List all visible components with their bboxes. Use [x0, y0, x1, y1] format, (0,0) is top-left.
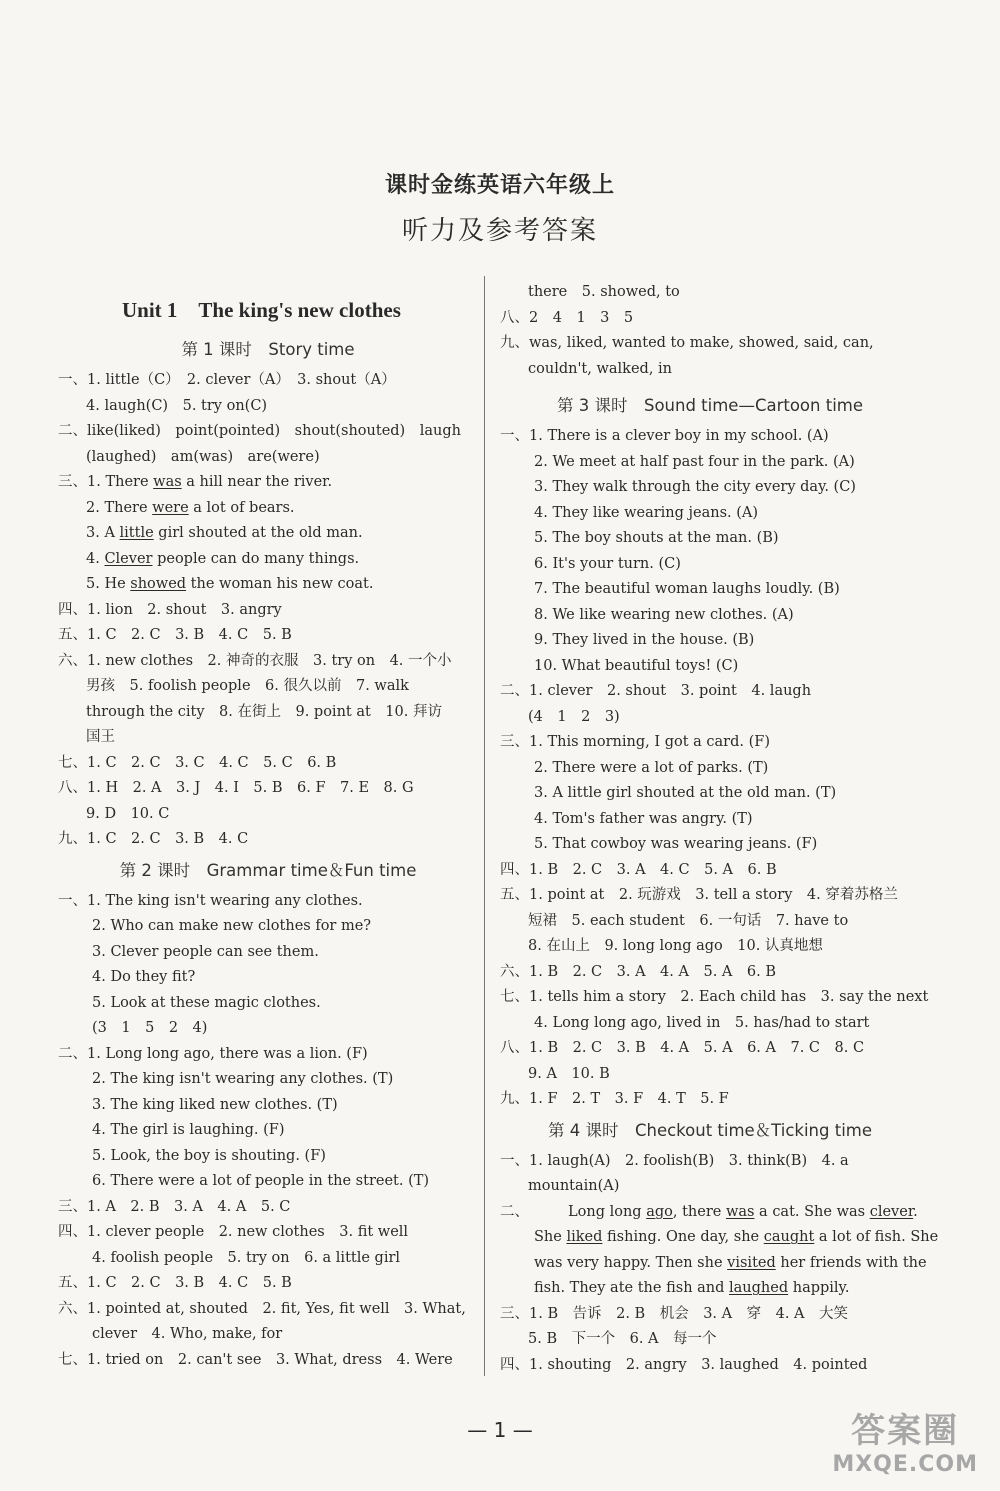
answer-line: 3. A little girl shouted at the old man. (T)	[534, 785, 837, 801]
lesson-3-heading: 第 3 课时 Sound time—Cartoon time	[556, 396, 864, 415]
answer-line: 八、1. H 2. A 3. J 4. I 5. B 6. F 7. E 8. G	[58, 780, 414, 796]
answer-line: 5. B 下一个 6. A 每一个	[528, 1331, 717, 1347]
underlined-word: Clever	[104, 550, 153, 567]
answer-line: 五、1. point at 2. 玩游戏 3. tell a story 4. 穿着苏格兰	[500, 887, 898, 903]
left-column	[58, 280, 478, 1373]
section-label: 二、	[500, 1203, 529, 1220]
answer-line: 男孩 5. foolish people 6. 很久以前 7. walk	[86, 678, 409, 694]
answer-line: 三、1. B 告诉 2. B 机会 3. A 穿 4. A 大笑	[500, 1305, 849, 1322]
page-number: — 1 —	[467, 1418, 533, 1442]
answer-line: 6. There were a lot of people in the street. (T)	[92, 1173, 430, 1189]
lesson-4-heading: 第 4 课时 Checkout time＆Ticking time	[547, 1120, 873, 1140]
answer-line: 二、 Long long ago, there was a cat. She was clever.	[500, 1200, 920, 1226]
answer-line: 九、1. F 2. T 3. F 4. T 5. F	[500, 1091, 729, 1107]
underlined-word: visited	[727, 1254, 776, 1271]
answer-line: fish. They ate the fish and laughed happily.	[534, 1280, 850, 1296]
answer-line: 8. We like wearing new clothes. (A)	[534, 606, 794, 623]
watermark-url: MXQE.COM	[832, 1452, 978, 1477]
underlined-word: little	[119, 525, 154, 541]
underlined-word: was	[725, 1203, 755, 1220]
answer-line: 5. Look, the boy is shouting. (F)	[92, 1147, 326, 1164]
answer-line: 9. D 10. C	[86, 805, 170, 822]
underlined-word: caught	[763, 1229, 815, 1245]
answer-line: 八、1. B 2. C 3. B 4. A 5. A 6. A 7. C 8. C	[500, 1040, 865, 1056]
answer-line: 短裙 5. each student 6. 一句话 7. have to	[528, 912, 849, 929]
answer-line: 六、1. B 2. C 3. A 4. A 5. A 6. B	[500, 963, 776, 980]
underlined-word: were	[152, 499, 189, 516]
answer-line: 2. There were a lot of bears.	[86, 499, 295, 516]
answer-line: 2. There were a lot of parks. (T)	[534, 759, 769, 776]
answer-line: 五、1. C 2. C 3. B 4. C 5. B	[58, 1275, 292, 1291]
underlined-word: was	[153, 474, 182, 490]
answer-line: 国王	[86, 729, 115, 745]
answer-line: 4. foolish people 5. try on 6. a little girl	[92, 1249, 401, 1266]
answer-line: 三、1. This morning, I got a card. (F)	[500, 734, 770, 750]
answer-line: 六、1. pointed at, shouted 2. fit, Yes, fit well 3. What,	[58, 1300, 466, 1317]
answer-line: 四、1. lion 2. shout 3. angry	[58, 601, 282, 618]
underlined-word: clever	[869, 1203, 914, 1220]
book-title: 课时金练英语六年级上	[384, 173, 615, 198]
answer-line: 一、1. little（C） 2. clever（A） 3. shout（A）	[58, 372, 396, 388]
answer-line: 一、1. There is a clever boy in my school. (A)	[500, 428, 829, 444]
answer-line: couldn't, walked, in	[528, 360, 673, 377]
answer-line: 九、1. C 2. C 3. B 4. C	[58, 831, 249, 847]
answer-line: 4. Tom's father was angry. (T)	[534, 810, 753, 827]
answer-line: 四、1. shouting 2. angry 3. laughed 4. pointed	[500, 1356, 868, 1373]
answer-line: 二、1. Long long ago, there was a lion. (F)	[58, 1045, 368, 1062]
underlined-word: ago	[646, 1203, 673, 1220]
watermark-logo: 答案圈	[851, 1411, 960, 1451]
lesson-2-heading: 第 2 课时 Grammar time＆Fun time	[119, 860, 417, 880]
answer-line: 3. Clever people can see them.	[92, 943, 319, 960]
answer-line: 4. laugh(C) 5. try on(C)	[86, 397, 268, 414]
answer-line: there 5. showed, to	[528, 284, 680, 300]
answer-line: 九、was, liked, wanted to make, showed, said, can,	[500, 335, 874, 351]
answer-key-title: 听力及参考答案	[401, 216, 598, 246]
answer-line: She liked fishing. One day, she caught a lot of fish. She	[534, 1229, 939, 1245]
answer-line: 10. What beautiful toys! (C)	[534, 657, 739, 674]
answer-line: 六、1. new clothes 2. 神奇的衣服 3. try on 4. 一个小	[58, 652, 452, 669]
answer-line: 6. It's your turn. (C)	[534, 555, 681, 572]
answer-line: 5. That cowboy was wearing jeans. (F)	[534, 836, 818, 852]
answer-line: 二、1. clever 2. shout 3. point 4. laugh	[500, 683, 812, 699]
right-column	[500, 280, 939, 1378]
answer-line: 七、1. tried on 2. can't see 3. What, dress 4. Were	[58, 1351, 453, 1368]
underlined-word: laughed	[729, 1280, 789, 1296]
answer-line: 4. The girl is laughing. (F)	[92, 1122, 285, 1138]
answer-line: 八、2 4 1 3 5	[500, 309, 634, 326]
answer-line: 8. 在山上 9. long long ago 10. 认真地想	[528, 938, 823, 954]
answer-line: 2. Who can make new clothes for me?	[92, 918, 372, 934]
answer-line: 三、1. A 2. B 3. A 4. A 5. C	[58, 1198, 291, 1215]
answer-line: (3 1 5 2 4)	[92, 1020, 208, 1036]
answer-line: 3. The king liked new clothes. (T)	[92, 1096, 338, 1113]
answer-line: 3. A little girl shouted at the old man.	[86, 525, 363, 541]
answer-line: 七、1. C 2. C 3. C 4. C 5. C 6. B	[58, 754, 337, 771]
answer-line: 4. Long long ago, lived in 5. has/had to start	[534, 1014, 870, 1031]
answer-line: (4 1 2 3)	[528, 708, 620, 725]
answer-line: (laughed) am(was) are(were)	[86, 448, 320, 465]
answer-line: through the city 8. 在街上 9. point at 10. 拜访	[86, 703, 442, 720]
answer-line: 5. He showed the woman his new coat.	[86, 576, 374, 592]
lesson-1-heading: 第 1 课时 Story time	[181, 340, 355, 359]
answer-line: 4. Clever people can do many things.	[86, 550, 360, 567]
answer-line: 7. The beautiful woman laughs loudly. (B)	[534, 581, 840, 597]
answer-line: 9. A 10. B	[528, 1065, 610, 1082]
answer-line: 4. They like wearing jeans. (A)	[534, 504, 759, 521]
answer-line: was very happy. Then she visited her friends with the	[534, 1254, 927, 1271]
section-label: 三、	[58, 474, 87, 490]
answer-line: clever 4. Who, make, for	[92, 1326, 283, 1342]
site-watermark	[832, 1403, 978, 1477]
column-divider	[484, 276, 485, 1376]
answer-line: 2. The king isn't wearing any clothes. (T)	[92, 1071, 394, 1087]
answer-line: 4. Do they fit?	[92, 969, 196, 985]
unit-title: Unit 1 The king's new clothes	[122, 298, 401, 322]
answer-line: 一、1. The king isn't wearing any clothes.	[58, 892, 363, 909]
answer-line: 2. We meet at half past four in the park. (A)	[534, 453, 855, 470]
answer-line: 三、1. There was a hill near the river.	[58, 470, 478, 496]
underlined-word: showed	[130, 576, 187, 592]
answer-line: 七、1. tells him a story 2. Each child has 3. say the next	[500, 989, 929, 1005]
underlined-word: liked	[566, 1229, 603, 1245]
answer-line: 5. The boy shouts at the man. (B)	[534, 530, 779, 546]
answer-line: 3. They walk through the city every day. (C)	[534, 479, 856, 495]
answer-line: 四、1. B 2. C 3. A 4. C 5. A 6. B	[500, 861, 777, 878]
answer-line: 一、1. laugh(A) 2. foolish(B) 3. think(B) 4. a	[500, 1152, 849, 1169]
answer-line: 五、1. C 2. C 3. B 4. C 5. B	[58, 627, 292, 643]
answer-line: 5. Look at these magic clothes.	[92, 994, 321, 1011]
answer-line: 9. They lived in the house. (B)	[534, 632, 755, 648]
answer-line: mountain(A)	[528, 1178, 620, 1194]
answer-line: 二、like(liked) point(pointed) shout(shouted) laugh	[58, 423, 461, 439]
answer-line: 四、1. clever people 2. new clothes 3. fit well	[58, 1224, 409, 1240]
